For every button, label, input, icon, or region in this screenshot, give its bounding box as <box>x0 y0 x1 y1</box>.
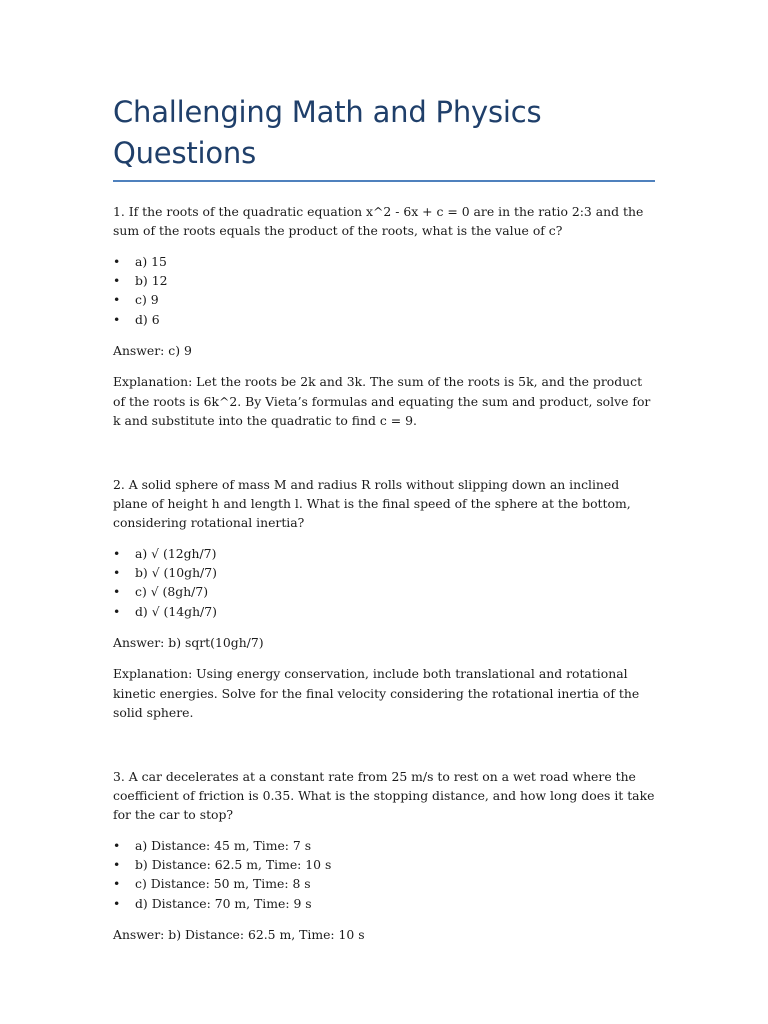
option-label: d) Distance: 70 m, Time: 9 s <box>135 895 312 911</box>
option-label: a) √ (12gh/7) <box>135 545 217 561</box>
option-label: a) 15 <box>135 253 167 269</box>
question-2-option-d <box>113 602 655 621</box>
bullet-icon: • <box>113 876 121 892</box>
question-3-text: 3. A car decelerates at a constant rate from 25 m/s to rest on a wet road where the coefficient of friction is 0.35. What is the stopping distance, and how long does it take for the car to stop? <box>113 768 655 823</box>
document-page <box>113 92 655 944</box>
question-3-options <box>113 836 655 913</box>
question-3-option-a <box>113 836 655 855</box>
question-3-option-b <box>113 855 655 874</box>
question-1-options <box>113 252 655 329</box>
bullet-icon: • <box>113 545 121 561</box>
question-3-option-c <box>113 874 655 893</box>
bullet-icon: • <box>113 837 121 853</box>
bullet-icon: • <box>113 603 121 619</box>
document-title: Challenging Math and Physics Questions <box>113 92 655 182</box>
bullet-icon: • <box>113 584 121 600</box>
question-1-option-a <box>113 252 655 271</box>
bullet-icon: • <box>113 273 121 289</box>
question-1-option-b <box>113 271 655 290</box>
question-1-explanation: Explanation: Let the roots be 2k and 3k. The sum of the roots is 5k, and the product of the roots is 6k^2. By Vieta’s formulas and equating the sum and product, solve for k and substitute into the quadratic to find c = 9. <box>113 374 651 429</box>
bullet-icon: • <box>113 565 121 581</box>
option-label: b) Distance: 62.5 m, Time: 10 s <box>135 857 332 873</box>
question-2-options <box>113 544 655 621</box>
question-3-answer: Answer: b) Distance: 62.5 m, Time: 10 s <box>113 927 365 943</box>
question-2-option-b <box>113 563 655 582</box>
option-label: d) 6 <box>135 311 160 327</box>
question-1-option-c <box>113 290 655 309</box>
option-label: c) Distance: 50 m, Time: 8 s <box>135 876 311 892</box>
option-label: a) Distance: 45 m, Time: 7 s <box>135 837 312 853</box>
question-2-answer: Answer: b) sqrt(10gh/7) <box>113 635 264 651</box>
option-label: c) √ (8gh/7) <box>135 584 209 600</box>
option-label: d) √ (14gh/7) <box>135 603 217 619</box>
question-2-text: 2. A solid sphere of mass M and radius R rolls without slipping down an inclined plane of height h and length l. What is the final speed of the sphere at the bottom, considering rotational inertia? <box>113 476 631 531</box>
bullet-icon: • <box>113 311 121 327</box>
option-label: b) √ (10gh/7) <box>135 565 217 581</box>
bullet-icon: • <box>113 895 121 911</box>
option-label: b) 12 <box>135 273 168 289</box>
bullet-icon: • <box>113 253 121 269</box>
question-2-explanation: Explanation: Using energy conservation, include both translational and rotational kinetic energies. Solve for the final velocity considering the rotational inertia of the solid sphere. <box>113 666 640 721</box>
question-3-option-d <box>113 894 655 913</box>
question-1-answer: Answer: c) 9 <box>113 343 192 358</box>
bullet-icon: • <box>113 857 121 873</box>
option-label: c) 9 <box>135 292 159 308</box>
question-2-option-a <box>113 544 655 563</box>
question-1-option-d <box>113 310 655 329</box>
bullet-icon: • <box>113 292 121 308</box>
question-1-text: 1. If the roots of the quadratic equation x^2 - 6x + c = 0 are in the ratio 2:3 and the sum of the roots equals the product of the roots, what is the value of c? <box>113 204 644 239</box>
question-2-option-c <box>113 582 655 601</box>
